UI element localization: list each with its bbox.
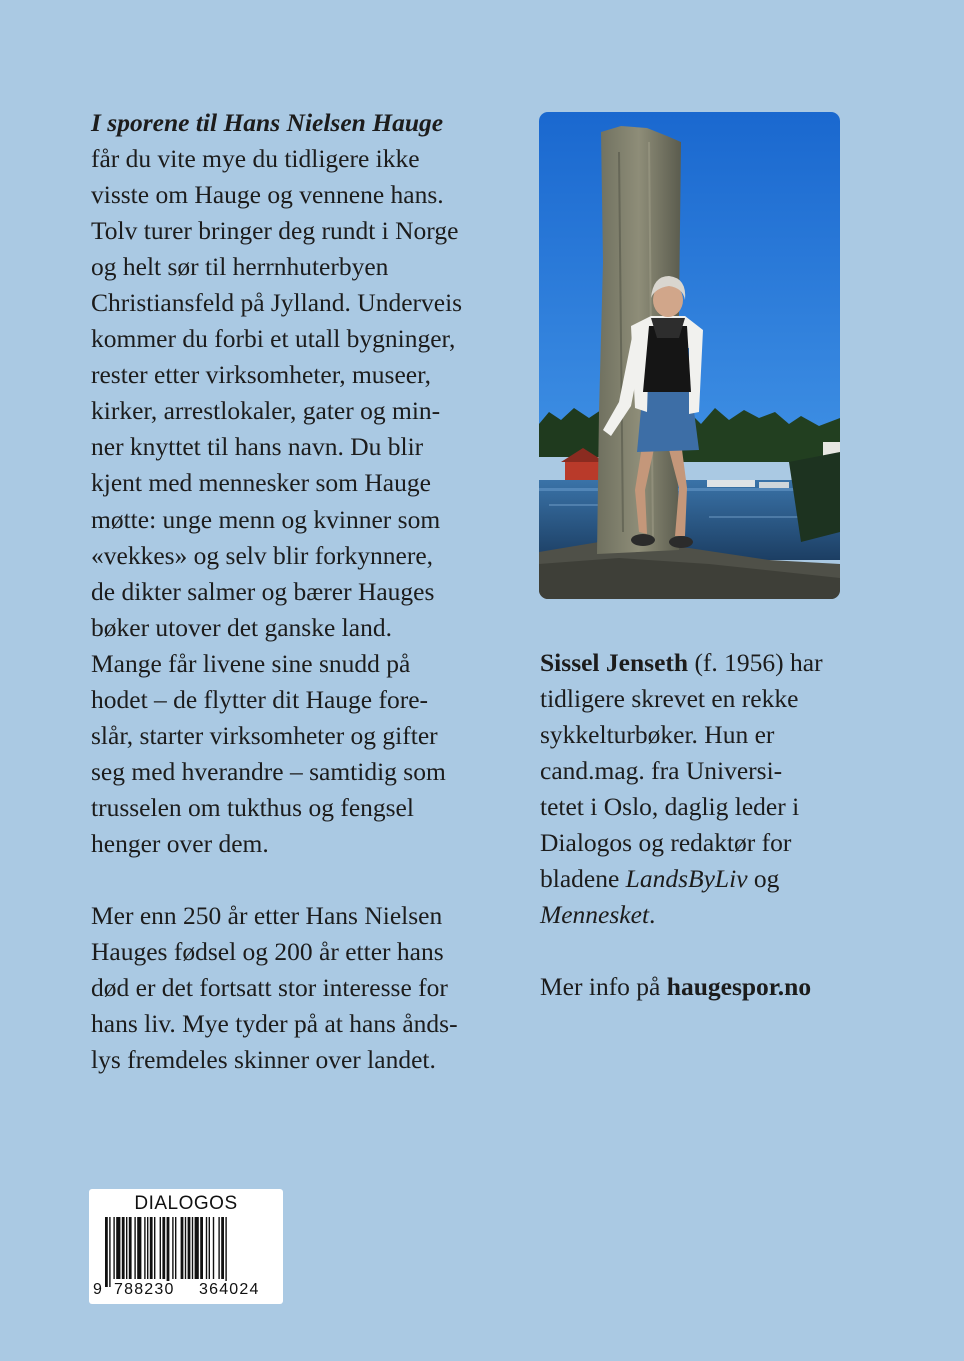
- blurb-line: Hauges fødsel og 200 år etter hans: [91, 937, 444, 967]
- author-bio-paragraph: [540, 645, 870, 933]
- barcode-bar: [105, 1217, 108, 1287]
- magazine-title: LandsByLiv: [625, 864, 748, 894]
- author-bio-line: cand.mag. fra Universi-: [540, 756, 783, 786]
- barcode-bar: [175, 1217, 176, 1279]
- blurb-line: kommer du forbi et utall bygninger,: [91, 324, 456, 354]
- author-bio-line: Dialogos og redaktør for: [540, 828, 792, 858]
- barcode-bar: [185, 1217, 186, 1279]
- publisher-label: DIALOGOS: [134, 1193, 238, 1214]
- barcode-bar: [109, 1217, 110, 1287]
- barcode-bar: [172, 1217, 173, 1279]
- blurb-line: visste om Hauge og vennene hans.: [91, 180, 444, 210]
- author-photo-illustration: [539, 112, 840, 599]
- barcode-bar: [144, 1217, 145, 1279]
- barcode-digits: 364024: [199, 1281, 260, 1298]
- blurb-line: henger over dem.: [91, 828, 269, 858]
- barcode-bar: [181, 1217, 184, 1279]
- barcode-bar: [150, 1217, 153, 1279]
- barcode-bar: [225, 1217, 226, 1287]
- blurb-line: de dikter salmer og bærer Hauges: [91, 576, 435, 606]
- barcode-bar: [167, 1217, 170, 1287]
- blurb-line: Mange får livene sine snudd på: [91, 648, 411, 678]
- author-bio-line: bladene LandsByLiv og: [540, 864, 780, 894]
- barcode-bar: [147, 1217, 148, 1279]
- barcode-bar: [192, 1217, 193, 1279]
- barcode-bar: [218, 1217, 219, 1279]
- barcode-bar: [200, 1217, 203, 1279]
- blurb-line: bøker utover det ganske land.: [91, 612, 392, 642]
- more-info: [540, 969, 870, 1005]
- barcode-bar: [188, 1217, 191, 1279]
- author-bio-line: [540, 645, 870, 681]
- barcode-bar: [154, 1217, 155, 1279]
- barcode-bar: [129, 1217, 132, 1279]
- barcode-bar: [213, 1217, 214, 1279]
- barcode-bar: [206, 1217, 207, 1279]
- author-photo: [539, 112, 840, 599]
- blurb-paragraph-1: [91, 105, 511, 862]
- blurb-line: Mer enn 250 år etter Hans Nielsen: [91, 900, 443, 930]
- barcode-bar: [209, 1217, 210, 1279]
- barcode-bar: [137, 1217, 141, 1279]
- blurb-line: seg med hverandre – samtidig som: [91, 756, 446, 786]
- blurb-line: trusselen om tukthus og fengsel: [91, 792, 414, 822]
- blurb-line: lys fremdeles skinner over landet.: [91, 1045, 436, 1075]
- barcode-bar: [134, 1217, 135, 1279]
- barcode-bar: [126, 1217, 127, 1279]
- author-bio-line: tidligere skrevet en rekke: [540, 684, 799, 714]
- blurb-line: død er det fortsatt stor interesse for: [91, 973, 448, 1003]
- author-bio-line: Mennesket.: [540, 900, 656, 930]
- barcode-bars: [103, 1217, 273, 1287]
- barcode-bar: [160, 1217, 161, 1279]
- website-link: haugespor.no: [666, 972, 812, 1002]
- blurb-line: får du vite mye du tidligere ikke: [91, 144, 420, 174]
- barcode-digits: 788230: [114, 1281, 175, 1298]
- blurb-line: ner knyttet til hans navn. Du blir: [91, 432, 424, 462]
- blurb-line: hodet – de flytter dit Hauge fore-: [91, 684, 429, 714]
- blurb-line: og helt sør til herrnhuterbyen: [91, 252, 389, 282]
- isbn-barcode: [89, 1189, 283, 1304]
- author-bio: [540, 645, 870, 1005]
- author-bio-line: sykkelturbøker. Hun er: [540, 720, 775, 750]
- barcode-bar: [122, 1217, 125, 1279]
- blurb-line: kjent med mennesker som Hauge: [91, 468, 431, 498]
- blurb-line: Christiansfeld på Jylland. Underveis: [91, 288, 463, 318]
- author-name: Sissel Jenseth: [540, 648, 689, 677]
- barcode-bar: [116, 1217, 120, 1279]
- blurb-line: møtte: unge menn og kvinner som: [91, 504, 441, 534]
- more-info-label: Mer info på: [540, 972, 667, 1002]
- barcode-bar: [113, 1217, 114, 1279]
- blurb-line: kirker, arrestlokaler, gater og min-: [91, 396, 441, 426]
- blurb-line: hans liv. Mye tyder på at hans ånds-: [91, 1009, 458, 1039]
- book-title: I sporene til Hans Nielsen Hauge: [91, 108, 444, 137]
- magazine-title: Mennesket: [540, 900, 650, 930]
- barcode-digit: 9: [93, 1281, 102, 1298]
- back-cover-blurb: [91, 105, 511, 1078]
- blurb-paragraph-2: [91, 898, 511, 1078]
- barcode-bar: [221, 1217, 224, 1279]
- blurb-line: slår, starter virksomheter og gifter: [91, 720, 438, 750]
- barcode-bar: [162, 1217, 165, 1279]
- blurb-line: rester etter virksomheter, museer,: [91, 360, 431, 390]
- barcode-bar: [195, 1217, 199, 1279]
- author-birth-year: (f. 1956) har: [688, 648, 823, 677]
- blurb-line: «vekkes» og selv blir forkynnere,: [91, 540, 434, 570]
- author-bio-line: tetet i Oslo, daglig leder i: [540, 792, 800, 822]
- blurb-line: Tolv turer bringer deg rundt i Norge: [91, 216, 459, 246]
